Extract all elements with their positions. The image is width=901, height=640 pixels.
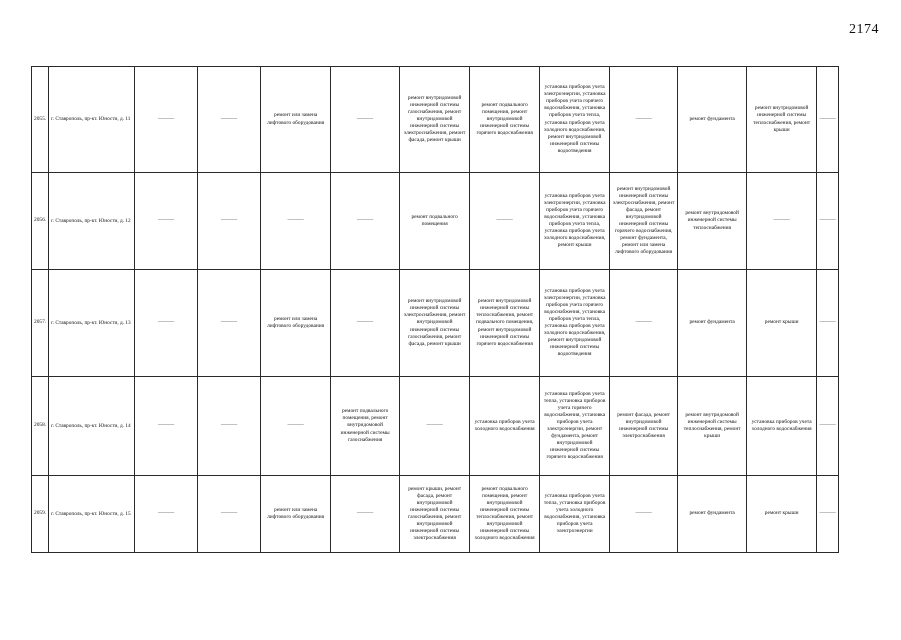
- page-number: 2174: [849, 22, 879, 37]
- work-cell: ремонт фасада, ремонт внутридомовой инженерной системы электроснабжения: [610, 377, 678, 476]
- dash-cell: ———: [198, 67, 261, 173]
- address-cell: г. Ставрополь, пр-кт. Юности, д. 14: [49, 377, 135, 476]
- row-number: 2058.: [32, 377, 49, 476]
- work-cell: ремонт крыши: [747, 476, 817, 553]
- row-number: 2057.: [32, 270, 49, 377]
- work-cell: ремонт подвального помещения: [400, 173, 470, 270]
- table-body: [32, 67, 839, 553]
- dash-cell: ———: [198, 270, 261, 377]
- dash-cell: ———: [261, 173, 331, 270]
- work-cell: ремонт или замена лифтового оборудования: [261, 476, 331, 553]
- dash-cell: ———: [817, 377, 839, 476]
- work-cell: ремонт внутридомовой инженерной системы теплоснабжения, ремонт крыши: [678, 377, 747, 476]
- dash-cell: ———: [135, 173, 198, 270]
- dash-cell: ———: [135, 476, 198, 553]
- row-number: 2056.: [32, 173, 49, 270]
- dash-cell: ———: [817, 173, 839, 270]
- dash-cell: ———: [261, 377, 331, 476]
- dash-cell: ———: [817, 270, 839, 377]
- address-cell: г. Ставрополь, пр-кт. Юности, д. 12: [49, 173, 135, 270]
- address-cell: г. Ставрополь, пр-кт. Юности, д. 13: [49, 270, 135, 377]
- dash-cell: ———: [331, 67, 400, 173]
- work-cell: установка приборов учета тепла, установка приборов учета холодного водоснабжения, установка приборов учета электроэнергии: [540, 476, 610, 553]
- work-cell: установка приборов учета электроэнергии, установка приборов учета горячего водоснабжения, установка приборов учета тепла, установка приборов учета холодного водоснабжения, ремонт внутридомовой инженерной системы водоотведения: [540, 270, 610, 377]
- capital-repair-table: [31, 66, 839, 553]
- work-cell: ремонт крыши, ремонт фасада, ремонт внутридомовой инженерной системы газоснабжения, ремонт внутридомовой инженерной системы электроснабжения: [400, 476, 470, 553]
- dash-cell: ———: [331, 270, 400, 377]
- work-cell: ремонт или замена лифтового оборудования: [261, 270, 331, 377]
- dash-cell: ———: [198, 377, 261, 476]
- work-cell: ремонт внутридомовой инженерной системы теплоснабжения: [678, 173, 747, 270]
- row-number: 2059.: [32, 476, 49, 553]
- table-row: [32, 173, 839, 270]
- dash-cell: ———: [135, 270, 198, 377]
- dash-cell: ———: [135, 377, 198, 476]
- work-cell: ремонт внутридомовой инженерной системы электроснабжения, ремонт внутридомовой инженерной системы газоснабжения, ремонт фасада, ремонт крыши: [400, 270, 470, 377]
- table-row: [32, 476, 839, 553]
- dash-cell: ———: [331, 173, 400, 270]
- dash-cell: ———: [747, 173, 817, 270]
- work-cell: установка приборов учета тепла, установка приборов учета горячего водоснабжения, установка приборов учета электроэнергии, ремонт фундамента, ремонт внутридомовой инженерной системы горячего водоснабжения: [540, 377, 610, 476]
- dash-cell: ———: [610, 270, 678, 377]
- dash-cell: ———: [400, 377, 470, 476]
- work-cell: установка приборов учета электроэнергии, установка приборов учета горячего водоснабжения, установка приборов учета тепла, установка приборов учета холодного водоснабжения, ремонт крыши: [540, 173, 610, 270]
- dash-cell: ———: [198, 476, 261, 553]
- table-row: [32, 67, 839, 173]
- work-cell: ремонт внутридомовой инженерной системы теплоснабжения, ремонт крыши: [747, 67, 817, 173]
- address-cell: г. Ставрополь, пр-кт. Юности, д. 11: [49, 67, 135, 173]
- work-cell: ремонт крыши: [747, 270, 817, 377]
- work-cell: установка приборов учета холодного водоснабжения: [747, 377, 817, 476]
- dash-cell: ———: [198, 173, 261, 270]
- work-cell: ремонт фундамента: [678, 67, 747, 173]
- work-cell: ремонт фундамента: [678, 270, 747, 377]
- work-cell: установка приборов учета электроэнергии, установка приборов учета горячего водоснабжения, установка приборов учета тепла, установка приборов учета холодного водоснабжения, ремонт внутридомовой инженерной системы водоотведения: [540, 67, 610, 173]
- table-row: [32, 377, 839, 476]
- work-cell: ремонт внутридомовой инженерной системы теплоснабжения, ремонт подвального помещения, ремонт внутридомовой инженерной системы горячего водоснабжения: [470, 270, 540, 377]
- work-cell: ремонт подвального помещения, ремонт внутридомовой инженерной системы теплоснабжения, ремонт внутридомовой инженерной системы холодного водоснабжения: [470, 476, 540, 553]
- dash-cell: ———: [135, 67, 198, 173]
- work-cell: ремонт внутридомовой инженерной системы электроснабжения, ремонт фасада, ремонт внутридомовой инженерной системы горячего водоснабжения, ремонт фундамента, ремонт или замена лифтового оборудования: [610, 173, 678, 270]
- table-row: [32, 270, 839, 377]
- work-cell: ремонт или замена лифтового оборудования: [261, 67, 331, 173]
- address-cell: г. Ставрополь, пр-кт. Юности, д. 15: [49, 476, 135, 553]
- dash-cell: ———: [331, 476, 400, 553]
- dash-cell: ———: [817, 67, 839, 173]
- dash-cell: ———: [610, 67, 678, 173]
- work-cell: ремонт подвального помещения, ремонт внутридомовой инженерной системы горячего водоснабжения: [470, 67, 540, 173]
- row-number: 2055.: [32, 67, 49, 173]
- dash-cell: ———: [610, 476, 678, 553]
- work-cell: установка приборов учета холодного водоснабжения: [470, 377, 540, 476]
- dash-cell: ———: [817, 476, 839, 553]
- dash-cell: ———: [470, 173, 540, 270]
- work-cell: ремонт фундамента: [678, 476, 747, 553]
- work-cell: ремонт подвального помещения, ремонт внутридомовой инженерной системы газоснабжения: [331, 377, 400, 476]
- work-cell: ремонт внутридомовой инженерной системы газоснабжения, ремонт внутридомовой инженерной системы электроснабжения, ремонт фасада, ремонт крыши: [400, 67, 470, 173]
